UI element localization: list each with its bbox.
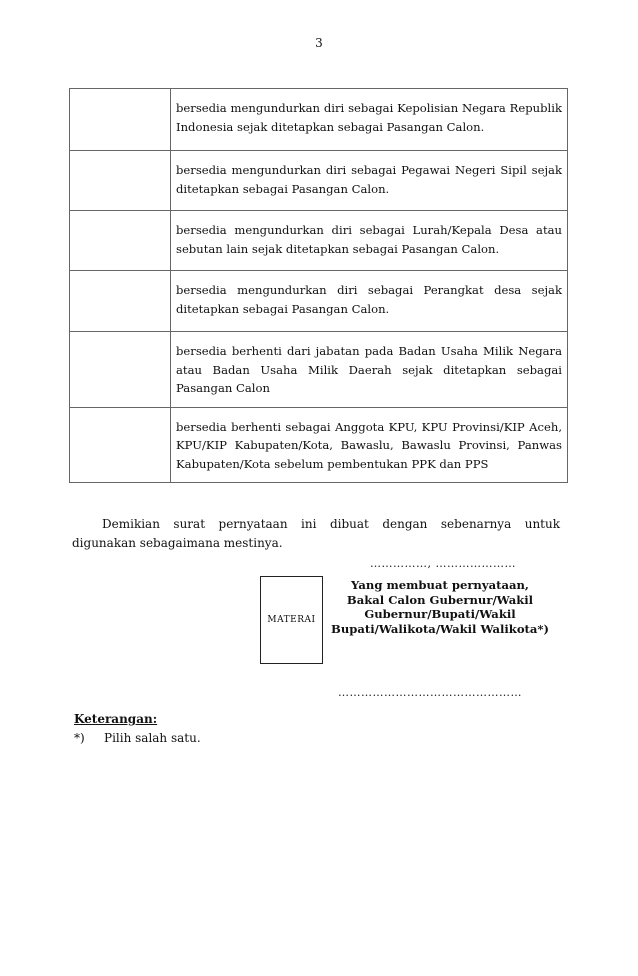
table-row — [70, 332, 568, 408]
condition-text: bersedia mengundurkan diri sebagai Pegawai Negeri Sipil sejak ditetapkan sebagai Pasangan Calon. — [171, 151, 568, 211]
signature-line: ………………………………………… — [338, 686, 522, 699]
signer-line: Bupati/Walikota/Wakil Walikota*) — [331, 621, 549, 636]
signer-line: Yang membuat pernyataan, — [351, 578, 529, 592]
note-text: Pilih salah satu. — [104, 731, 201, 745]
table-row — [70, 151, 568, 211]
signer-line: Gubernur/Bupati/Wakil — [364, 607, 516, 621]
table-cell-blank — [70, 89, 171, 151]
condition-text: bersedia mengundurkan diri sebagai Lurah/Kepala Desa atau sebutan lain sejak ditetapkan sebagai Pasangan Calon. — [171, 211, 568, 271]
table-cell-blank — [70, 211, 171, 271]
signer-line: Bakal Calon Gubernur/Wakil — [346, 592, 534, 607]
conditions-table — [69, 88, 568, 483]
table-row — [70, 89, 568, 151]
note-item — [74, 731, 201, 745]
signer-block — [322, 578, 558, 636]
table-row — [70, 211, 568, 271]
notes-heading: Keterangan: — [74, 712, 158, 726]
condition-text: bersedia berhenti sebagai Anggota KPU, KPU Provinsi/KIP Aceh, KPU/KIP Kabupaten/Kota, Bawaslu, Bawaslu Provinsi, Panwas Kabupaten/Kota sebelum pembentukan PPK dan PPS — [171, 407, 568, 483]
table-row — [70, 271, 568, 332]
table-row — [70, 407, 568, 483]
table-cell-blank — [70, 407, 171, 483]
note-marker: *) — [74, 731, 85, 745]
page-number: 3 — [315, 36, 323, 50]
closing-statement: Demikian surat pernyataan ini dibuat dengan sebenarnya untuk digunakan sebagaimana mestinya. — [72, 517, 560, 550]
place-date-line: ……………, ………………… — [370, 557, 516, 570]
condition-text: bersedia mengundurkan diri sebagai Kepolisian Negara Republik Indonesia sejak ditetapkan sebagai Pasangan Calon. — [171, 89, 568, 151]
condition-text: bersedia berhenti dari jabatan pada Badan Usaha Milik Negara atau Badan Usaha Milik Daerah sejak ditetapkan sebagai Pasangan Calon — [171, 332, 568, 408]
table-cell-blank — [70, 151, 171, 211]
table-cell-blank — [70, 271, 171, 332]
condition-text: bersedia mengundurkan diri sebagai Perangkat desa sejak ditetapkan sebagai Pasangan Calon. — [171, 271, 568, 332]
stamp-label: MATERAI — [267, 615, 316, 625]
table-cell-blank — [70, 332, 171, 408]
